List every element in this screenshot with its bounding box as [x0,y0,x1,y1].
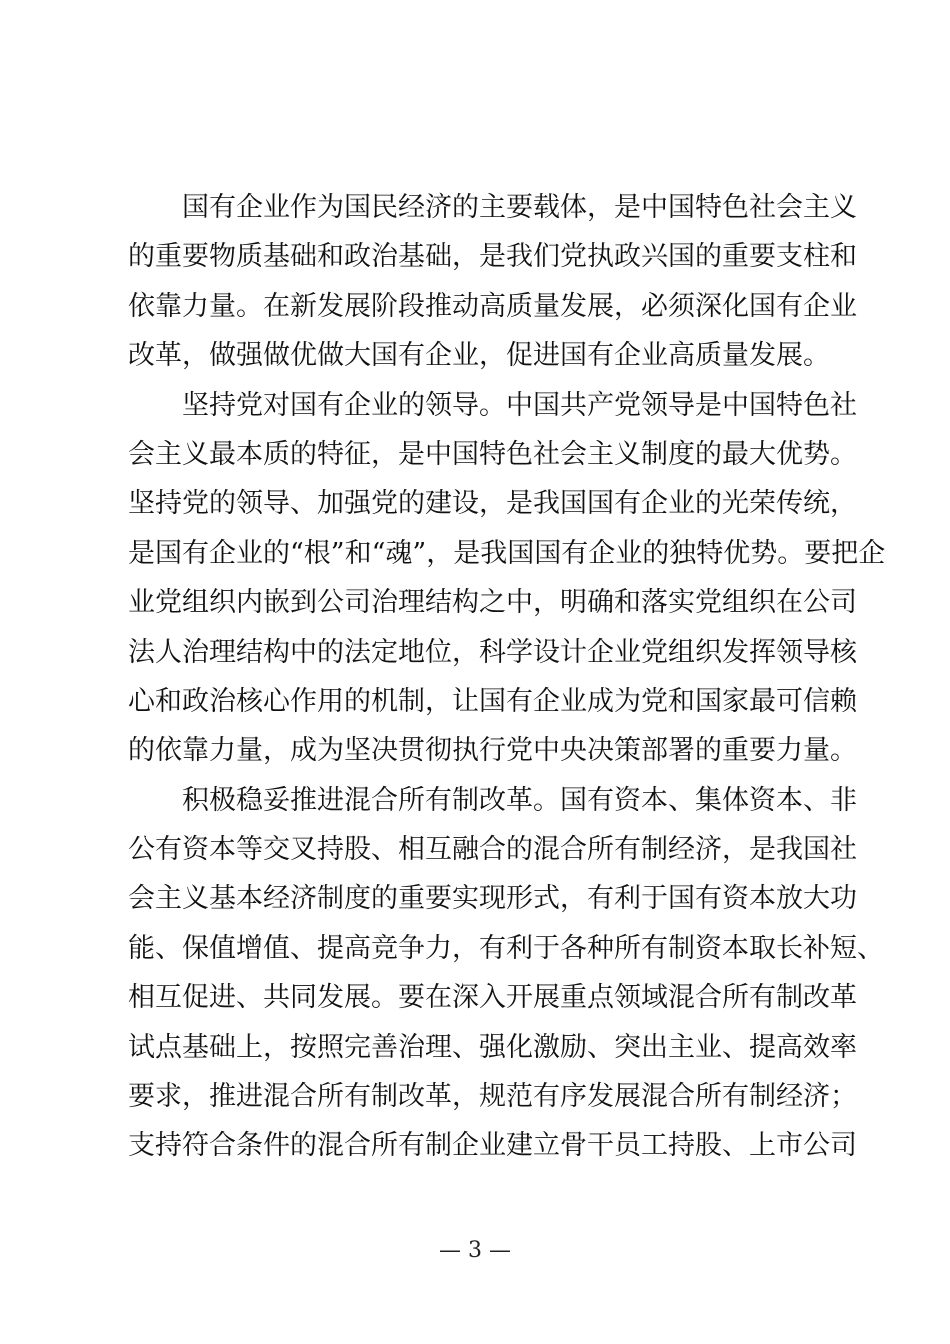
paragraph-2-line-2: 会主义最本质的特征，是中国特色社会主义制度的最大优势。 [128,438,857,470]
paragraph-2-line-6: 法人治理结构中的法定地位，科学设计企业党组织发挥领导核 [128,636,857,668]
paragraph-3-line-5: 相互促进、共同发展。要在深入开展重点领域混合所有制改革 [128,982,857,1014]
paragraph-3-line-4: 能、保值增值、提高竞争力，有利于各种所有制资本取长补短、 [128,932,884,964]
paragraph-1-line-2: 的重要物质基础和政治基础，是我们党执政兴国的重要支柱和 [128,241,857,273]
paragraph-3-line-6: 试点基础上，按照完善治理、强化激励、突出主业、提高效率 [128,1031,857,1063]
paragraph-1-line-1: 国有企业作为国民经济的主要载体，是中国特色社会主义 [182,192,857,223]
paragraph-1-line-3: 依靠力量。在新发展阶段推动高质量发展，必须深化国有企业 [128,290,857,322]
paragraph-3-line-2: 公有资本等交叉持股、相互融合的混合所有制经济，是我国社 [128,834,857,866]
paragraph-1-line-4: 改革，做强做优做大国有企业，促进国有企业高质量发展。 [128,340,830,372]
paragraph-3-line-1: 积极稳妥推进混合所有制改革。国有资本、集体资本、非 [182,784,857,816]
paragraph-2-line-8: 的依靠力量，成为坚决贯彻执行党中央决策部署的重要力量。 [128,735,857,767]
body-text [128,183,886,1171]
paragraph-2-line-5: 业党组织内嵌到公司治理结构之中，明确和落实党组织在公司 [128,587,857,619]
paragraph-3-line-3: 会主义基本经济制度的重要实现形式，有利于国有资本放大功 [128,883,857,915]
paragraph-2-line-3: 坚持党的领导、加强党的建设，是我国国有企业的光荣传统， [128,488,857,520]
paragraph-2-line-7: 心和政治核心作用的机制，让国有企业成为党和国家最可信赖 [128,685,857,717]
paragraph-3-line-8: 支持符合条件的混合所有制企业建立骨干员工持股、上市公司 [128,1130,857,1162]
paragraph-2-line-4: 是国有企业的“根”和“魂”，是我国国有企业的独特优势。要把企 [128,537,886,569]
paragraph-3-line-7: 要求，推进混合所有制改革，规范有序发展混合所有制经济； [128,1081,857,1113]
paragraph-2-line-1: 坚持党对国有企业的领导。中国共产党领导是中国特色社 [182,389,857,421]
page-number: — 3 — [439,1238,511,1263]
